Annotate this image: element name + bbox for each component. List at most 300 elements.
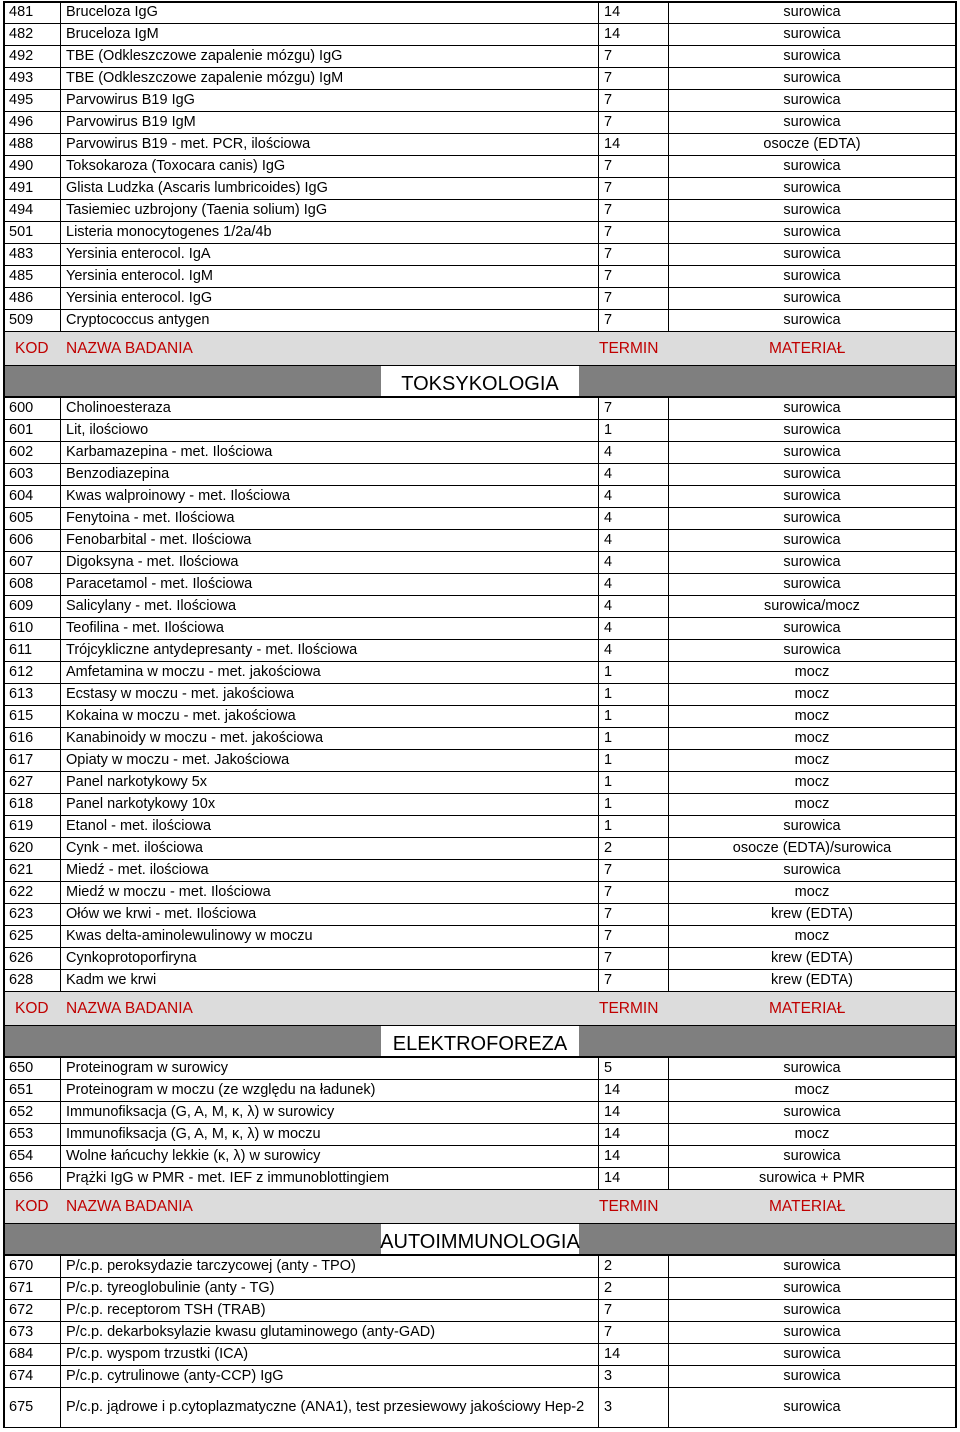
test-name: P/c.p. tyreoglobulinie (anty - TG) (61, 1278, 599, 1299)
table-row (3, 464, 957, 486)
test-code: 601 (5, 420, 61, 441)
table-row (3, 24, 957, 46)
lab-test-table (3, 1, 957, 1428)
test-material: surowica (783, 179, 841, 196)
test-term: 3 (599, 1366, 669, 1387)
test-material: surowica (783, 223, 841, 240)
test-term: 5 (599, 1058, 669, 1079)
column-header-row (3, 992, 957, 1026)
section-band (3, 366, 957, 398)
test-code: 501 (5, 222, 61, 243)
test-term: 1 (599, 706, 669, 727)
table-row (3, 882, 957, 904)
header-termin: TERMIN (599, 1197, 659, 1215)
test-code: 627 (5, 772, 61, 793)
test-code: 675 (5, 1388, 61, 1427)
test-code: 600 (5, 398, 61, 419)
test-term: 4 (599, 530, 669, 551)
test-term: 7 (599, 926, 669, 947)
test-code: 495 (5, 90, 61, 111)
table-row (3, 1278, 957, 1300)
table-row (3, 970, 957, 992)
column-header-row (3, 332, 957, 366)
test-name: Fenytoina - met. Ilościowa (61, 508, 599, 529)
test-name: Bruceloza IgG (61, 3, 599, 23)
table-row (3, 772, 957, 794)
test-code: 488 (5, 134, 61, 155)
test-material: surowica (783, 1345, 841, 1362)
test-material: mocz (794, 795, 830, 812)
test-material: mocz (794, 729, 830, 746)
test-material: mocz (794, 773, 830, 790)
test-material: surowica (783, 1147, 841, 1164)
section-title (5, 1026, 955, 1058)
test-term: 14 (599, 134, 669, 155)
table-row (3, 640, 957, 662)
test-term: 7 (599, 222, 669, 243)
test-code: 486 (5, 288, 61, 309)
table-row (3, 486, 957, 508)
table-row (3, 684, 957, 706)
test-material: surowica (783, 443, 841, 460)
test-code: 673 (5, 1322, 61, 1343)
test-code: 656 (5, 1168, 61, 1189)
test-code: 491 (5, 178, 61, 199)
test-term: 7 (599, 970, 669, 991)
table-row (3, 596, 957, 618)
test-name: Miedź w moczu - met. Ilościowa (61, 882, 599, 903)
test-name: Cryptococcus antygen (61, 310, 599, 331)
test-name: Kwas walproinowy - met. Ilościowa (61, 486, 599, 507)
table-row (3, 398, 957, 420)
test-material: surowica (783, 641, 841, 658)
test-material: surowica (783, 1279, 841, 1296)
test-term: 14 (599, 1080, 669, 1101)
table-row (3, 1300, 957, 1322)
table-row (3, 178, 957, 200)
table-row (3, 552, 957, 574)
section-title (5, 366, 955, 398)
test-material: surowica (783, 465, 841, 482)
table-row (3, 1102, 957, 1124)
test-term: 7 (599, 398, 669, 419)
test-code: 496 (5, 112, 61, 133)
test-code: 650 (5, 1058, 61, 1079)
header-nazwa: NAZWA BADANIA (66, 1197, 193, 1215)
test-material: mocz (794, 927, 830, 944)
test-material: krew (EDTA) (771, 949, 853, 966)
test-name: Benzodiazepina (61, 464, 599, 485)
test-name: Toksokaroza (Toxocara canis) IgG (61, 156, 599, 177)
table-row (3, 1344, 957, 1366)
test-material: mocz (794, 685, 830, 702)
test-term: 4 (599, 442, 669, 463)
test-material: surowica + PMR (759, 1169, 865, 1186)
test-term: 7 (599, 68, 669, 89)
test-code: 610 (5, 618, 61, 639)
test-material: mocz (794, 1125, 830, 1142)
test-term: 4 (599, 552, 669, 573)
table-row (3, 68, 957, 90)
header-nazwa: NAZWA BADANIA (66, 339, 193, 357)
test-name: Parvowirus B19 - met. PCR, ilościowa (61, 134, 599, 155)
table-row (3, 618, 957, 640)
test-code: 493 (5, 68, 61, 89)
test-term: 1 (599, 750, 669, 771)
section-title-text: AUTOIMMUNOLOGIA (380, 1231, 580, 1253)
section-title-text: ELEKTROFOREZA (392, 1033, 568, 1055)
test-code: 613 (5, 684, 61, 705)
table-row (3, 728, 957, 750)
test-name: Salicylany - met. Ilościowa (61, 596, 599, 617)
test-code: 607 (5, 552, 61, 573)
test-material: mocz (794, 883, 830, 900)
test-code: 483 (5, 244, 61, 265)
test-code: 603 (5, 464, 61, 485)
table-row (3, 200, 957, 222)
test-material: surowica (783, 25, 841, 42)
table-row (3, 420, 957, 442)
table-row (3, 1, 957, 24)
test-material: osocze (EDTA)/surowica (732, 839, 892, 856)
section-title-text: TOKSYKOLOGIA (401, 373, 559, 395)
test-code: 670 (5, 1256, 61, 1277)
test-code: 651 (5, 1080, 61, 1101)
test-name: Kadm we krwi (61, 970, 599, 991)
test-material: surowica (783, 289, 841, 306)
test-term: 4 (599, 574, 669, 595)
test-term: 14 (599, 1124, 669, 1145)
test-term: 7 (599, 200, 669, 221)
test-term: 1 (599, 816, 669, 837)
test-term: 2 (599, 838, 669, 859)
test-name: Kokaina w moczu - met. jakościowa (61, 706, 599, 727)
test-name: Yersinia enterocol. IgA (61, 244, 599, 265)
test-name: Ecstasy w moczu - met. jakościowa (61, 684, 599, 705)
table-row (3, 706, 957, 728)
table-row (3, 530, 957, 552)
table-row (3, 574, 957, 596)
test-code: 608 (5, 574, 61, 595)
test-code: 628 (5, 970, 61, 991)
test-material: surowica (783, 69, 841, 86)
section-band (3, 1224, 957, 1256)
test-code: 653 (5, 1124, 61, 1145)
test-term: 7 (599, 310, 669, 331)
test-material: surowica (783, 1301, 841, 1318)
test-code: 654 (5, 1146, 61, 1167)
test-term: 1 (599, 662, 669, 683)
table-row (3, 1388, 957, 1428)
test-term: 7 (599, 948, 669, 969)
test-material: surowica (783, 267, 841, 284)
test-code: 609 (5, 596, 61, 617)
header-termin: TERMIN (599, 999, 659, 1017)
table-row (3, 794, 957, 816)
test-code: 672 (5, 1300, 61, 1321)
test-term: 1 (599, 772, 669, 793)
test-code: 481 (5, 3, 61, 23)
test-code: 485 (5, 266, 61, 287)
test-term: 7 (599, 1322, 669, 1343)
column-header-row (3, 1190, 957, 1224)
table-row (3, 926, 957, 948)
test-code: 602 (5, 442, 61, 463)
test-code: 671 (5, 1278, 61, 1299)
test-code: 615 (5, 706, 61, 727)
header-material: MATERIAŁ (769, 1197, 846, 1215)
test-name: Yersinia enterocol. IgM (61, 266, 599, 287)
table-row (3, 90, 957, 112)
section-title (5, 1224, 955, 1256)
test-material: mocz (794, 707, 830, 724)
test-name: Teofilina - met. Ilościowa (61, 618, 599, 639)
test-term: 3 (599, 1388, 669, 1427)
test-name: Glista Ludzka (Ascaris lumbricoides) IgG (61, 178, 599, 199)
test-material: surowica (783, 201, 841, 218)
test-name: Panel narkotykowy 5x (61, 772, 599, 793)
test-term: 7 (599, 266, 669, 287)
test-term: 14 (599, 3, 669, 23)
table-row (3, 1080, 957, 1102)
table-row (3, 112, 957, 134)
table-row (3, 442, 957, 464)
test-material: surowica (783, 113, 841, 130)
test-term: 1 (599, 794, 669, 815)
table-row (3, 244, 957, 266)
test-material: surowica/mocz (764, 597, 860, 614)
header-termin: TERMIN (599, 339, 659, 357)
test-name: Kwas delta-aminolewulinowy w moczu (61, 926, 599, 947)
test-code: 620 (5, 838, 61, 859)
test-material: surowica (783, 861, 841, 878)
test-name: Trójcykliczne antydepresanty - met. Ilościowa (61, 640, 599, 661)
table-row (3, 1256, 957, 1278)
test-material: surowica (783, 47, 841, 64)
test-term: 1 (599, 684, 669, 705)
test-material: surowica (783, 1059, 841, 1076)
test-term: 2 (599, 1256, 669, 1277)
test-term: 7 (599, 46, 669, 67)
test-name: P/c.p. dekarboksylazie kwasu glutaminowego (anty-GAD) (61, 1322, 599, 1343)
test-name: Ołów we krwi - met. Ilościowa (61, 904, 599, 925)
table-row (3, 310, 957, 332)
test-name: Miedź - met. ilościowa (61, 860, 599, 881)
test-name: P/c.p. peroksydazie tarczycowej (anty - TPO) (61, 1256, 599, 1277)
test-code: 625 (5, 926, 61, 947)
test-code: 605 (5, 508, 61, 529)
test-material: surowica (783, 1398, 841, 1415)
test-term: 4 (599, 640, 669, 661)
test-code: 617 (5, 750, 61, 771)
table-row (3, 222, 957, 244)
table-row (3, 948, 957, 970)
test-name: Bruceloza IgM (61, 24, 599, 45)
test-code: 618 (5, 794, 61, 815)
test-material: mocz (794, 751, 830, 768)
test-term: 14 (599, 1146, 669, 1167)
test-term: 14 (599, 1344, 669, 1365)
test-term: 14 (599, 1102, 669, 1123)
table-row (3, 1168, 957, 1190)
test-material: surowica (783, 91, 841, 108)
header-kod: KOD (15, 339, 49, 357)
test-name: Cynk - met. ilościowa (61, 838, 599, 859)
test-term: 7 (599, 156, 669, 177)
test-name: P/c.p. wyspom trzustki (ICA) (61, 1344, 599, 1365)
test-term: 7 (599, 860, 669, 881)
test-name: Parvowirus B19 IgG (61, 90, 599, 111)
test-term: 14 (599, 1168, 669, 1189)
test-material: surowica (783, 1257, 841, 1274)
test-term: 7 (599, 882, 669, 903)
table-row (3, 288, 957, 310)
test-name: Proteinogram w surowicy (61, 1058, 599, 1079)
test-name: Kanabinoidy w moczu - met. jakościowa (61, 728, 599, 749)
test-term: 7 (599, 244, 669, 265)
test-name: TBE (Odkleszczowe zapalenie mózgu) IgM (61, 68, 599, 89)
table-row (3, 662, 957, 684)
header-kod: KOD (15, 1197, 49, 1215)
test-name: Etanol - met. ilościowa (61, 816, 599, 837)
test-code: 612 (5, 662, 61, 683)
test-material: surowica (783, 509, 841, 526)
test-name: P/c.p. jądrowe i p.cytoplazmatyczne (ANA1), test przesiewowy jakościowy Hep-2 (61, 1388, 599, 1427)
test-code: 509 (5, 310, 61, 331)
test-name: P/c.p. cytrulinowe (anty-CCP) IgG (61, 1366, 599, 1387)
test-material: surowica (783, 421, 841, 438)
header-material: MATERIAŁ (769, 999, 846, 1017)
test-term: 14 (599, 24, 669, 45)
test-term: 7 (599, 1300, 669, 1321)
test-term: 4 (599, 486, 669, 507)
section-band (3, 1026, 957, 1058)
table-row (3, 838, 957, 860)
test-code: 616 (5, 728, 61, 749)
test-code: 490 (5, 156, 61, 177)
table-row (3, 508, 957, 530)
test-term: 7 (599, 112, 669, 133)
test-material: surowica (783, 311, 841, 328)
test-name: Fenobarbital - met. Ilościowa (61, 530, 599, 551)
test-code: 674 (5, 1366, 61, 1387)
test-code: 622 (5, 882, 61, 903)
test-term: 4 (599, 464, 669, 485)
test-name: P/c.p. receptorom TSH (TRAB) (61, 1300, 599, 1321)
table-row (3, 266, 957, 288)
test-name: TBE (Odkleszczowe zapalenie mózgu) IgG (61, 46, 599, 67)
test-name: Immunofiksacja (G, A, M, κ, λ) w surowicy (61, 1102, 599, 1123)
test-term: 1 (599, 728, 669, 749)
test-name: Paracetamol - met. Ilościowa (61, 574, 599, 595)
test-material: surowica (783, 157, 841, 174)
test-code: 684 (5, 1344, 61, 1365)
table-row (3, 1058, 957, 1080)
test-name: Immunofiksacja (G, A, M, κ, λ) w moczu (61, 1124, 599, 1145)
test-code: 494 (5, 200, 61, 221)
table-row (3, 860, 957, 882)
test-material: mocz (794, 1081, 830, 1098)
table-row (3, 46, 957, 68)
test-term: 7 (599, 288, 669, 309)
test-code: 652 (5, 1102, 61, 1123)
test-term: 7 (599, 904, 669, 925)
test-name: Amfetamina w moczu - met. jakościowa (61, 662, 599, 683)
test-name: Prążki IgG w PMR - met. IEF z immunoblottingiem (61, 1168, 599, 1189)
test-material: surowica (783, 245, 841, 262)
test-material: krew (EDTA) (771, 905, 853, 922)
test-name: Listeria monocytogenes 1/2a/4b (61, 222, 599, 243)
header-nazwa: NAZWA BADANIA (66, 999, 193, 1017)
test-material: surowica (783, 817, 841, 834)
table-row (3, 1366, 957, 1388)
test-material: mocz (794, 663, 830, 680)
test-name: Cholinoesteraza (61, 398, 599, 419)
test-code: 604 (5, 486, 61, 507)
table-row (3, 1124, 957, 1146)
test-material: surowica (783, 1367, 841, 1384)
test-name: Opiaty w moczu - met. Jakościowa (61, 750, 599, 771)
header-material: MATERIAŁ (769, 339, 846, 357)
test-material: surowica (783, 399, 841, 416)
test-code: 619 (5, 816, 61, 837)
test-material: surowica (783, 487, 841, 504)
test-name: Wolne łańcuchy lekkie (κ, λ) w surowicy (61, 1146, 599, 1167)
test-material: osocze (EDTA) (763, 135, 861, 152)
test-material: surowica (783, 1103, 841, 1120)
test-name: Yersinia enterocol. IgG (61, 288, 599, 309)
test-name: Lit, ilościowo (61, 420, 599, 441)
test-name: Proteinogram w moczu (ze względu na ładunek) (61, 1080, 599, 1101)
test-material: surowica (783, 4, 841, 21)
test-material: surowica (783, 531, 841, 548)
test-material: surowica (783, 575, 841, 592)
test-code: 621 (5, 860, 61, 881)
test-code: 606 (5, 530, 61, 551)
test-name: Tasiemiec uzbrojony (Taenia solium) IgG (61, 200, 599, 221)
test-code: 611 (5, 640, 61, 661)
test-name: Cynkoprotoporfiryna (61, 948, 599, 969)
table-row (3, 816, 957, 838)
table-row (3, 134, 957, 156)
test-name: Panel narkotykowy 10x (61, 794, 599, 815)
table-row (3, 1322, 957, 1344)
test-material: surowica (783, 1323, 841, 1340)
test-term: 4 (599, 596, 669, 617)
table-row (3, 750, 957, 772)
test-term: 7 (599, 90, 669, 111)
test-code: 492 (5, 46, 61, 67)
test-name: Karbamazepina - met. Ilościowa (61, 442, 599, 463)
test-material: surowica (783, 553, 841, 570)
test-name: Parvowirus B19 IgM (61, 112, 599, 133)
test-term: 4 (599, 508, 669, 529)
test-term: 7 (599, 178, 669, 199)
test-term: 4 (599, 618, 669, 639)
test-term: 1 (599, 420, 669, 441)
test-material: surowica (783, 619, 841, 636)
test-code: 482 (5, 24, 61, 45)
test-code: 623 (5, 904, 61, 925)
test-term: 2 (599, 1278, 669, 1299)
header-kod: KOD (15, 999, 49, 1017)
table-row (3, 1146, 957, 1168)
test-material: krew (EDTA) (771, 971, 853, 988)
test-code: 626 (5, 948, 61, 969)
test-name: Digoksyna - met. Ilościowa (61, 552, 599, 573)
table-row (3, 156, 957, 178)
table-row (3, 904, 957, 926)
